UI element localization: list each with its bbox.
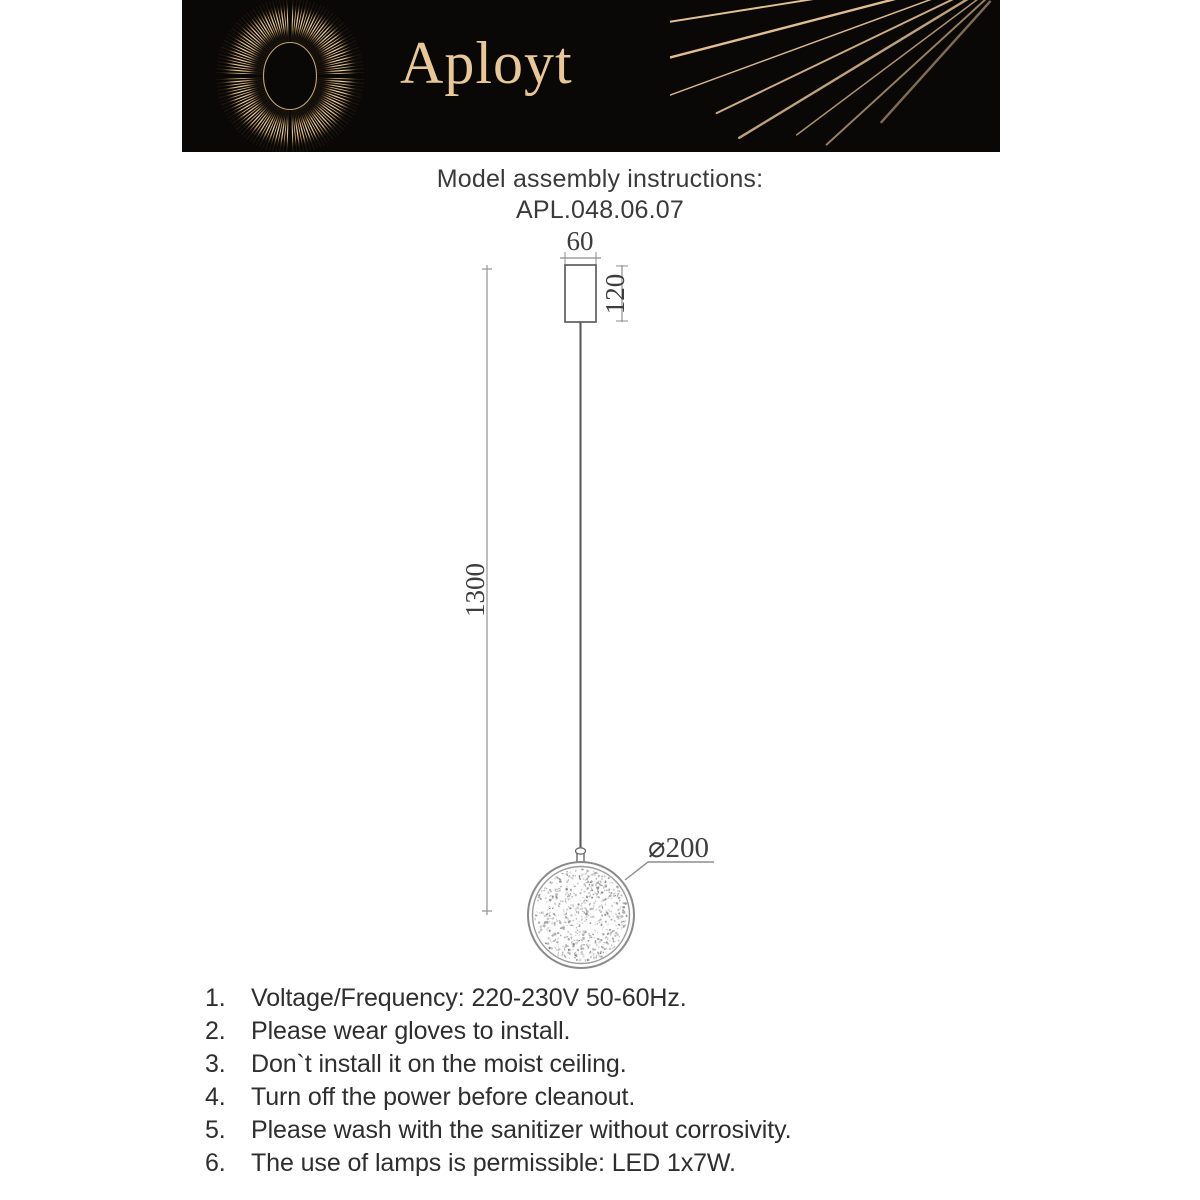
dimension-total-drop-label: 1300 (460, 563, 490, 617)
list-item (205, 1147, 1005, 1180)
list-item-text: The use of lamps is permissible: LED 1x7W. (251, 1149, 736, 1177)
dimension-total-drop (460, 265, 492, 915)
canopy-body (565, 265, 596, 322)
dimension-canopy-width (560, 226, 601, 266)
list-item-number: 5. (205, 1116, 226, 1144)
list-item-text: Don`t install it on the moist ceiling. (251, 1050, 627, 1078)
title-line-model-code: APL.048.06.07 (515, 196, 685, 224)
dimension-canopy-width-label: 60 (566, 226, 594, 256)
title-line-primary: Model assembly instructions: (436, 165, 764, 193)
radiating-rays-icon (670, 0, 1000, 152)
dimension-shade-diameter (625, 832, 714, 880)
list-item (205, 1048, 1005, 1081)
list-item-number: 2. (205, 1017, 226, 1045)
list-item (205, 1015, 1005, 1048)
list-item (205, 982, 1005, 1015)
list-item (205, 1081, 1005, 1114)
page-title (0, 164, 1200, 226)
dimension-canopy-height-label: 120 (600, 273, 630, 315)
list-item-text: Please wear gloves to install. (251, 1017, 571, 1045)
shade-stem-connector (576, 848, 586, 863)
list-item-text: Turn off the power before cleanout. (251, 1083, 636, 1111)
crystal-texture (534, 868, 628, 962)
list-item-number: 3. (205, 1050, 226, 1078)
dimension-shade-diameter-label: ⌀200 (648, 832, 709, 864)
list-item-text: Please wash with the sanitizer without corrosivity. (251, 1116, 792, 1144)
list-item-number: 1. (205, 984, 226, 1012)
list-item-text: Voltage/Frequency: 220-230V 50-60Hz. (251, 984, 687, 1012)
instructions-list (205, 982, 1005, 1180)
list-item (205, 1114, 1005, 1147)
brand-header-banner (182, 0, 1000, 152)
spherical-shade (528, 862, 634, 968)
sunburst-icon (190, 0, 390, 152)
list-item-number: 6. (205, 1149, 226, 1177)
list-item-number: 4. (205, 1083, 226, 1111)
brand-wordmark: Aployt (400, 30, 573, 96)
dimension-canopy-height (600, 265, 630, 322)
